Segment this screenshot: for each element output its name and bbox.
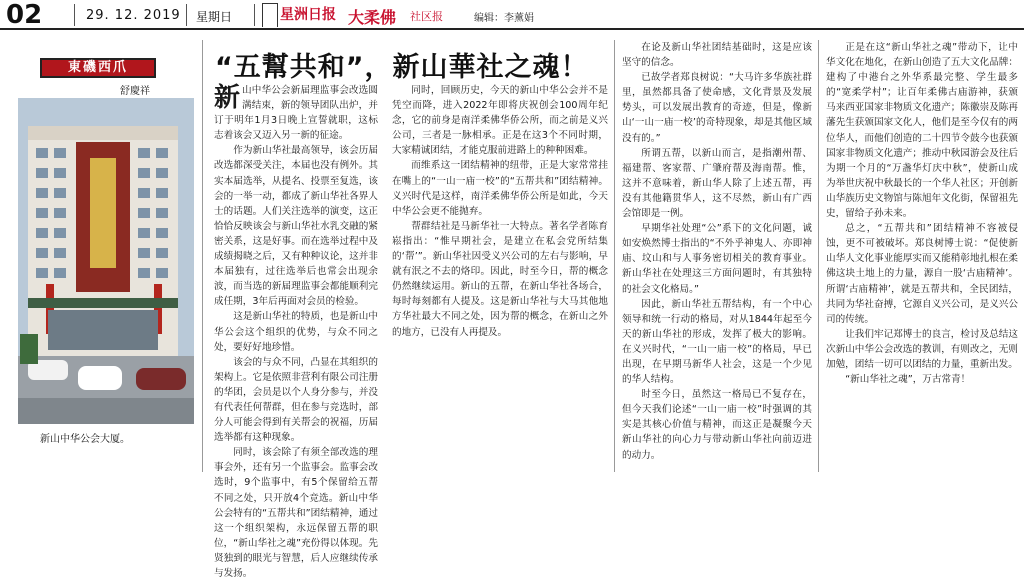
column-badge	[40, 58, 156, 78]
article-column-1	[214, 83, 378, 579]
edition-name: 社区报	[410, 10, 443, 23]
article-paragraph: 已故学者郑良树说：“大马许多华族社群里，虽然都具备了使命感，文化背景及发展势头，可以发展出教育的奇迹，但是，像新山‘一山一庙一校’的奇特现象，却是其他区域没有的。”	[622, 72, 812, 144]
article-paragraph: 所谓五帮，以新山而言，是指潮州帮、福建帮、客家帮、广肇府帮及海南帮。惟，这并不意味着，新山华人除了上述五帮，再没有其他籍贯华人，这不尽然，新山有广西会馆即是一例。	[622, 147, 812, 220]
issue-weekday: 星期日	[196, 10, 233, 24]
header-divider	[254, 4, 255, 26]
article-paragraph: 因此，新山华社五帮结构，有一个中心领导和统一行动的格局，对从1844年起至今天的新山华社的形成，发挥了极大的影响。在义兴时代，“一山一庙一校”的格局，早已出现，在早期马新华人社会，这是一个少见的华人结构。	[622, 298, 812, 386]
column-name: 東磯西爪	[67, 60, 128, 75]
photo-caption: 新山中华公会大厦。	[40, 434, 130, 445]
article-paragraph: 作为新山华社最高领导，该会历届改选都深受关注，本届也没有例外。其实本届选举，从提名、投票至复选，该会的一举一动，都成了新山华社各界人士的话题。人们关注选举的演变，这正恰恰反映该会与新山华社水乳交融的紧密关系，这是好事。而在选举过程中及成绩揭晓之后，又有种种议论，这并非本届独有，过往选举后也常会出现余波，而当选的新届理监事会都能顺利完成任期，3年后再面对会员的检验。	[214, 145, 378, 308]
article-paragraph: 帮群结社是马新华社一大特点。著名学者陈育崧指出：“惟早期社会，是建立在私会党所结集的‘帮’”。新山华社因受义兴公司的左右与影响，早就有泯之不去的烙印。因此，时至今日，帮的概念仍然继续运用。新山的五帮，在新山华社各场合，每时每刻都有人提及。这是新山华社与大马其他地方华社最大不同之处，因为帮的概念，在新山之外的地方，已没有人再提及。	[392, 220, 608, 338]
column-divider	[202, 40, 203, 472]
article-paragraph: 早期华社处理“公”系下的文化问题，诚如安焕然博士指出的“不外乎神鬼人、亦即神庙、坟山和与人事务密切相关的教育事业。新山华社在处理这三方面问题时，有其独特的社会文化格局。”	[622, 223, 812, 295]
editor-credit: 编辑：李薰娟	[474, 13, 534, 24]
page-header	[0, 0, 1024, 30]
city-name: 大柔佛	[348, 8, 397, 27]
paper-name: 星洲日报	[280, 7, 336, 23]
article-column-4	[826, 40, 1018, 472]
article-column-2	[392, 83, 608, 471]
article-paragraph: 让我们牢记郑博士的良言，检讨及总结这次新山中华公会改选的教训，有则改之，无则加勉，团结一切可以团结的力量，重新出发。	[826, 328, 1018, 370]
article-column-3	[622, 40, 812, 472]
article-paragraph: 同时，回顾历史，今天的新山中华公会并不是凭空而降，进入2022年即将庆祝创会100周年纪念，它的前身是南洋柔佛华侨公所，而之前是义兴公司，三者是一脉相承。正是在这3个不同时期，大家精诚团结，才能克服前进路上的种种困难。	[392, 85, 608, 157]
page-number: 02	[6, 0, 43, 30]
author-name: 舒慶祥	[120, 86, 150, 97]
drop-cap: 新	[214, 83, 241, 113]
column-divider	[818, 40, 819, 472]
paper-brand-logo	[262, 3, 462, 27]
skyline-icon	[262, 3, 278, 27]
article-paragraph: 在论及新山华社团结基础时，这是应该坚守的信念。	[622, 42, 812, 69]
header-divider	[186, 4, 187, 26]
article-paragraph: 时至今日，虽然这一格局已不复存在，但今天我们论述“一山一庙一校”时强调的其实是其核心价值与精神，而这正是凝聚今天新山华社的向心力与带动新山华社向前迈进的动力。	[622, 389, 812, 461]
article-paragraph: 同时，该会除了有须全部改选的理事会外，还有另一个监事会。监事会改选时，9个监事中，有5个保留给五帮不同之处，只开放4个竞选。新山中华公会特有的“五帮共和”团结精神，通过这一个组织架构，永远保留五帮的职位，“新山华社之魂”充份得以体现。先贤独到的眼光与智慧，后人应继续传承与发扬。	[214, 447, 378, 579]
article-paragraph: 而维系这一团结精神的纽带，正是大家常常挂在嘴上的“一山一庙一校”的“五帮共和”团结精神。义兴时代是这样，南洋柔佛华侨公所是如此，今天中华公会更不能抛弃。	[392, 160, 608, 217]
building-illustration	[18, 98, 194, 424]
article-paragraph: “新山华社之魂”，万古常青！	[845, 374, 971, 386]
header-divider	[74, 4, 75, 26]
column-divider	[614, 40, 615, 472]
article-paragraph: 正是在这“新山华社之魂”带动下，让中华文化在地化，在新山创造了五大文化品牌：建构了中港台之外华系最完整、学生最多的“宽柔学村”；让百年柔佛古庙游神，获颁马来西亚国家非物质文化遗产；陈徽崇及陈再藩先生获颁国家文化人，他们是至今仅有的两位华人，而他们创造的二十四节令鼓今也获颁国家非物质文化遗产；推动中秋园游会及往后为期一个月的“万盏华灯庆中秋”，使新山成为举世庆祝中秋最长的一个华人社区；开创新山华族历史文物馆与陈旭年文化街，保留祖先史，留给子孙未来。	[826, 42, 1018, 220]
issue-date: 29. 12. 2019	[86, 8, 181, 23]
article-paragraph: 该会的与众不同，凸显在其组织的架构上。它是依照非营利有限公司注册的华团，会员是以个人身分参与，并没有代表任何帮群，但在参与竞选时，部分人可能会得到有关帮会的祝福，历届选举都有这种现象。	[214, 356, 378, 444]
article-title: “五幫共和”，新山華社之魂！	[215, 52, 589, 83]
article-paragraph: 新山中华公会新届理监事会改选圆满结束，新的领导团队出炉，并订于明年1月3日晚上宣誓就职，这标志着该会又迈入另一新的征途。	[214, 83, 378, 142]
building-photo	[18, 98, 194, 424]
article-paragraph: 总之，“五帮共和”团结精神不容被侵蚀，更不可被破坏。郑良树博士说：“促使新山华人文化事业能厚实而又能稍彰地扎根在柔佛这块土地上的力量，源自一股‘古庙精神’。所谓‘古庙精神’，就是五帮共和，全民团结，共同为华社奋搏，它源自义兴公司，是义兴公司的传统。	[826, 223, 1018, 325]
article-paragraph: 这是新山华社的特质，也是新山中华公会这个组织的优势，与众不同之处，要好好地珍惜。	[214, 311, 378, 353]
